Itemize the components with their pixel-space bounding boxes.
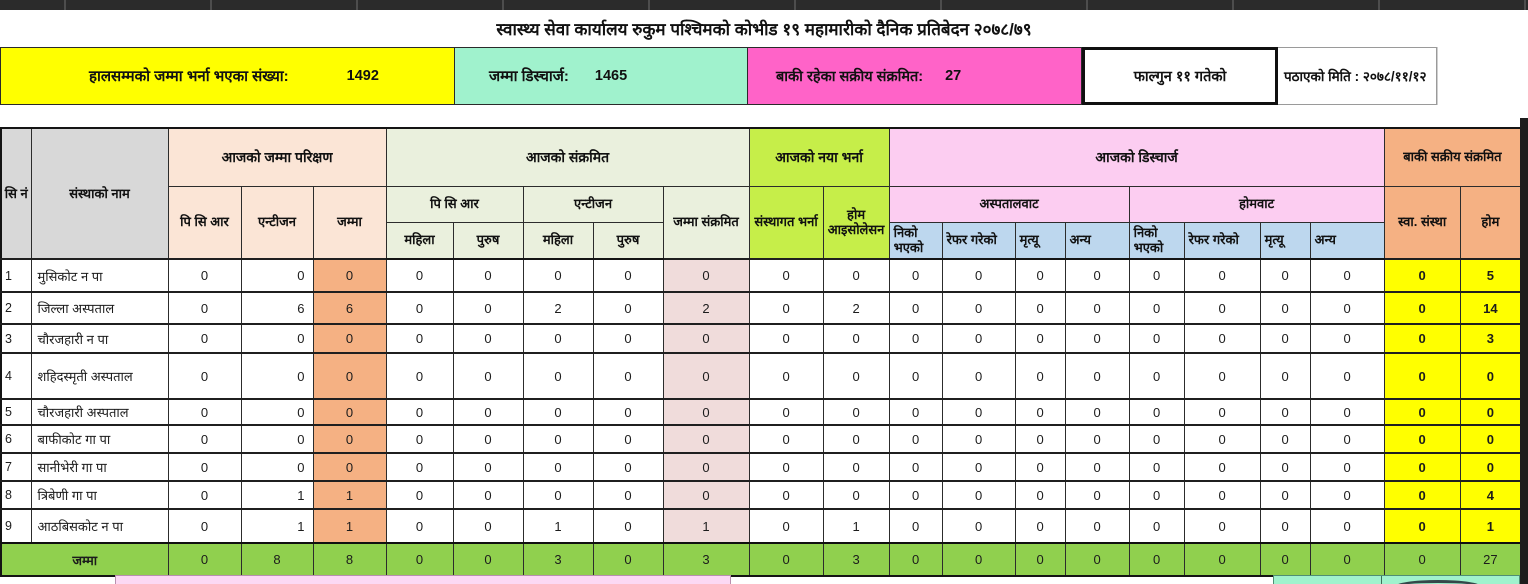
cell-value[interactable]: 0: [241, 259, 313, 292]
cell-value[interactable]: 0: [386, 481, 453, 509]
cell-total-value[interactable]: 0: [749, 543, 823, 576]
cell-value[interactable]: 0: [593, 353, 663, 399]
cell-value[interactable]: 0: [313, 399, 386, 425]
cell-value[interactable]: 0: [523, 353, 593, 399]
cell-total-value[interactable]: 8: [241, 543, 313, 576]
summary-total-admitted-value: 1492: [346, 68, 379, 84]
cell-value[interactable]: 0: [386, 509, 453, 543]
cell-value[interactable]: 1: [523, 509, 593, 543]
cell-value[interactable]: 0: [453, 259, 523, 292]
cell-value[interactable]: 0: [593, 453, 663, 481]
cell-value[interactable]: 0: [1015, 259, 1065, 292]
cell-value[interactable]: 0: [1310, 481, 1384, 509]
summary-report-day-cell[interactable]: [1082, 47, 1278, 105]
col-group-new-admission[interactable]: आजको नया भर्ना: [749, 128, 889, 186]
cell-value[interactable]: 0: [1184, 481, 1260, 509]
cell-value[interactable]: 1: [241, 509, 313, 543]
cell-value[interactable]: 0: [453, 353, 523, 399]
cell-total-value[interactable]: 0: [168, 543, 241, 576]
cell-institution-name[interactable]: चौरजहारी अस्पताल: [31, 399, 168, 425]
next-section-teal-strip: [1273, 575, 1520, 584]
cell-value[interactable]: 0: [1129, 399, 1184, 425]
cell-value[interactable]: 0: [386, 353, 453, 399]
cell-value[interactable]: 14: [1460, 292, 1521, 324]
cell-total-value[interactable]: 0: [1129, 543, 1184, 576]
cell-value[interactable]: 0: [593, 292, 663, 324]
cell-value[interactable]: 0: [593, 324, 663, 353]
table-row: [1, 509, 1521, 543]
cell-value[interactable]: 0: [168, 399, 241, 425]
cell-value[interactable]: 0: [1310, 399, 1384, 425]
cell-value[interactable]: 0: [749, 324, 823, 353]
cell-value[interactable]: 0: [453, 399, 523, 425]
summary-sent-date: पठाएको मिति : २०७८/११/१२: [1284, 69, 1427, 84]
cell-value[interactable]: 0: [593, 481, 663, 509]
col-header-infected-total[interactable]: जम्मा संक्रमित: [663, 186, 749, 259]
cell-value[interactable]: 0: [663, 425, 749, 453]
table-row: [1, 399, 1521, 425]
cell-value[interactable]: 6: [313, 292, 386, 324]
table-row: [1, 481, 1521, 509]
cell-total-value[interactable]: 0: [1184, 543, 1260, 576]
col-header-hosp-death[interactable]: मृत्यू: [1015, 222, 1065, 259]
cell-total-value[interactable]: 0: [453, 543, 523, 576]
cell-value[interactable]: 0: [1015, 509, 1065, 543]
cell-value[interactable]: 0: [942, 453, 1015, 481]
cell-value[interactable]: 0: [889, 399, 942, 425]
cell-value[interactable]: 0: [942, 292, 1015, 324]
cell-value[interactable]: 5: [1460, 259, 1521, 292]
cell-value[interactable]: 0: [313, 353, 386, 399]
report-table: [0, 127, 1522, 577]
cell-value[interactable]: 0: [523, 324, 593, 353]
cell-value[interactable]: 6: [241, 292, 313, 324]
cell-value[interactable]: 2: [663, 292, 749, 324]
cell-value[interactable]: 0: [593, 399, 663, 425]
cell-value[interactable]: 0: [453, 324, 523, 353]
cell-value[interactable]: 0: [386, 425, 453, 453]
cell-value[interactable]: 0: [168, 481, 241, 509]
cell-value[interactable]: 0: [1384, 324, 1460, 353]
cell-total-value[interactable]: 0: [1384, 543, 1460, 576]
cell-value[interactable]: 0: [1184, 425, 1260, 453]
cell-total-value[interactable]: 27: [1460, 543, 1521, 576]
signature-squiggle: [1394, 580, 1482, 584]
cell-value[interactable]: 0: [1260, 259, 1310, 292]
col-subgroup-discharge-hospital[interactable]: अस्पतालवाट: [889, 186, 1129, 222]
cell-value[interactable]: 0: [523, 481, 593, 509]
cell-value[interactable]: 0: [1129, 353, 1184, 399]
cell-total-value[interactable]: 3: [523, 543, 593, 576]
teal-strip-divider: [1381, 576, 1382, 584]
cell-value[interactable]: 0: [749, 453, 823, 481]
cell-value[interactable]: 0: [168, 353, 241, 399]
cell-value[interactable]: 0: [386, 324, 453, 353]
cell-institution-name[interactable]: जिल्ला अस्पताल: [31, 292, 168, 324]
cell-value[interactable]: 0: [1310, 353, 1384, 399]
cell-value[interactable]: 0: [1384, 399, 1460, 425]
cell-value[interactable]: 0: [1310, 324, 1384, 353]
cell-value[interactable]: 0: [1260, 399, 1310, 425]
cell-value[interactable]: 0: [1184, 453, 1260, 481]
cell-value[interactable]: 0: [1260, 425, 1310, 453]
cell-serial[interactable]: 4: [1, 353, 31, 399]
cell-serial[interactable]: 9: [1, 509, 31, 543]
summary-total-admitted-cell[interactable]: [0, 47, 455, 105]
col-header-pcr-female[interactable]: महिला: [386, 222, 453, 259]
cell-value[interactable]: 0: [1310, 453, 1384, 481]
cell-value[interactable]: 0: [1184, 399, 1260, 425]
cell-value[interactable]: 0: [1065, 425, 1129, 453]
table-row: [1, 353, 1521, 399]
cell-value[interactable]: 0: [1310, 292, 1384, 324]
summary-band: [0, 47, 1438, 105]
cell-serial[interactable]: 7: [1, 453, 31, 481]
cell-value[interactable]: 1: [823, 509, 889, 543]
cell-value[interactable]: 1: [1460, 509, 1521, 543]
cell-value[interactable]: 4: [1460, 481, 1521, 509]
cell-value[interactable]: 0: [168, 509, 241, 543]
table-row: [1, 259, 1521, 292]
cell-value[interactable]: 0: [1015, 324, 1065, 353]
col-header-home-death[interactable]: मृत्यू: [1260, 222, 1310, 259]
table-body: [1, 259, 1521, 576]
cell-institution-name[interactable]: मुसिकोट न पा: [31, 259, 168, 292]
cell-value[interactable]: 0: [1260, 324, 1310, 353]
cell-value[interactable]: 1: [241, 481, 313, 509]
cell-value[interactable]: 3: [1460, 324, 1521, 353]
cell-value[interactable]: 0: [241, 399, 313, 425]
cell-value[interactable]: 0: [1065, 353, 1129, 399]
cell-value[interactable]: 0: [823, 353, 889, 399]
cell-value[interactable]: 0: [453, 292, 523, 324]
cell-value[interactable]: 0: [168, 259, 241, 292]
cell-value[interactable]: 0: [1384, 453, 1460, 481]
cell-value[interactable]: 0: [1260, 453, 1310, 481]
cell-value[interactable]: 0: [453, 509, 523, 543]
cell-total-value[interactable]: 0: [1015, 543, 1065, 576]
cell-value[interactable]: 0: [1065, 399, 1129, 425]
col-group-tests[interactable]: आजको जम्मा परिक्षण: [168, 128, 386, 186]
cell-value[interactable]: 0: [663, 259, 749, 292]
cell-value[interactable]: 0: [386, 399, 453, 425]
cell-value[interactable]: 0: [453, 425, 523, 453]
cell-value[interactable]: 0: [241, 453, 313, 481]
cell-serial[interactable]: 6: [1, 425, 31, 453]
cell-value[interactable]: 0: [749, 353, 823, 399]
cell-value[interactable]: 1: [313, 481, 386, 509]
cell-value[interactable]: 0: [1015, 481, 1065, 509]
col-header-hosp-referred[interactable]: रेफर गरेको: [942, 222, 1015, 259]
cell-value[interactable]: 0: [1260, 509, 1310, 543]
cell-serial[interactable]: 1: [1, 259, 31, 292]
cell-value[interactable]: 0: [1460, 425, 1521, 453]
cell-value[interactable]: 0: [1184, 353, 1260, 399]
cell-value[interactable]: 0: [823, 259, 889, 292]
cell-serial[interactable]: 2: [1, 292, 31, 324]
table-row: [1, 425, 1521, 453]
col-header-institution[interactable]: संस्थाको नाम: [31, 128, 168, 259]
cell-value[interactable]: 0: [823, 399, 889, 425]
cell-value[interactable]: 0: [168, 425, 241, 453]
cell-value[interactable]: 0: [1310, 425, 1384, 453]
cell-value[interactable]: 0: [942, 353, 1015, 399]
summary-total-discharged-label: जम्मा डिस्चार्ज:: [489, 68, 569, 85]
cell-value[interactable]: 0: [1460, 353, 1521, 399]
cell-institution-name[interactable]: आठबिसकोट न पा: [31, 509, 168, 543]
col-header-tests-total[interactable]: जम्मा: [313, 186, 386, 259]
cell-value[interactable]: 0: [749, 399, 823, 425]
col-header-hosp-recovered[interactable]: निको भएको: [889, 222, 942, 259]
col-header-tests-antigen[interactable]: एन्टीजन: [241, 186, 313, 259]
col-header-active-home[interactable]: होम: [1460, 186, 1521, 259]
col-header-active-institution[interactable]: स्वा. संस्था: [1384, 186, 1460, 259]
cell-value[interactable]: 0: [889, 425, 942, 453]
next-section-pink-strip: [115, 575, 731, 584]
summary-empty-cell[interactable]: [1437, 47, 1438, 105]
cell-total-label[interactable]: जम्मा: [1, 543, 168, 576]
cell-value[interactable]: 0: [889, 509, 942, 543]
cell-value[interactable]: 0: [749, 481, 823, 509]
cell-value[interactable]: 0: [523, 453, 593, 481]
cell-value[interactable]: 0: [523, 399, 593, 425]
col-header-antigen-male[interactable]: पुरुष: [593, 222, 663, 259]
summary-total-discharged-value: 1465: [594, 68, 628, 84]
cell-value[interactable]: 0: [313, 425, 386, 453]
cell-value[interactable]: 0: [889, 259, 942, 292]
cell-total-value[interactable]: 3: [663, 543, 749, 576]
cell-value[interactable]: 0: [1384, 292, 1460, 324]
window-right-edge: [1520, 118, 1528, 584]
cell-value[interactable]: 0: [1310, 509, 1384, 543]
cell-institution-name[interactable]: बाफीकोट गा पा: [31, 425, 168, 453]
col-subgroup-discharge-home[interactable]: होमवाट: [1129, 186, 1384, 222]
cell-value[interactable]: 0: [889, 453, 942, 481]
cell-total-value[interactable]: 0: [386, 543, 453, 576]
summary-total-admitted-label: हालसम्मको जम्मा भर्ना भएका संख्या:: [89, 68, 289, 85]
col-header-home-other[interactable]: अन्य: [1310, 222, 1384, 259]
cell-value[interactable]: 0: [1384, 509, 1460, 543]
summary-active-cases-value: 27: [945, 68, 962, 84]
cell-value[interactable]: 0: [1384, 259, 1460, 292]
cell-value[interactable]: 0: [1460, 453, 1521, 481]
table-row: [1, 324, 1521, 353]
cell-value[interactable]: 0: [313, 453, 386, 481]
cell-total-value[interactable]: 3: [823, 543, 889, 576]
cell-value[interactable]: 0: [386, 292, 453, 324]
cell-value[interactable]: 0: [168, 324, 241, 353]
cell-value[interactable]: 0: [523, 425, 593, 453]
table-total-row: [1, 543, 1521, 576]
cell-value[interactable]: 0: [523, 259, 593, 292]
cell-value[interactable]: 0: [241, 353, 313, 399]
cell-value[interactable]: 0: [1260, 481, 1310, 509]
cell-value[interactable]: 0: [1129, 292, 1184, 324]
summary-report-day: फाल्गुन ११ गतेको: [1133, 69, 1227, 85]
cell-value[interactable]: 0: [942, 399, 1015, 425]
cell-value[interactable]: 0: [313, 324, 386, 353]
table-row: [1, 292, 1521, 324]
cell-value[interactable]: 0: [663, 399, 749, 425]
window-top-edge: [0, 0, 1528, 10]
cell-institution-name[interactable]: त्रिबेणी गा पा: [31, 481, 168, 509]
cell-value[interactable]: 0: [889, 324, 942, 353]
cell-value[interactable]: 0: [1184, 259, 1260, 292]
cell-value[interactable]: 0: [1065, 292, 1129, 324]
cell-serial[interactable]: 3: [1, 324, 31, 353]
cell-total-value[interactable]: 0: [593, 543, 663, 576]
cell-value[interactable]: 0: [168, 292, 241, 324]
cell-value[interactable]: 0: [1065, 259, 1129, 292]
col-subgroup-infected-pcr[interactable]: पि सि आर: [386, 186, 523, 222]
cell-value[interactable]: 0: [1460, 399, 1521, 425]
cell-institution-name[interactable]: सानीभेरी गा पा: [31, 453, 168, 481]
cell-total-value[interactable]: 0: [889, 543, 942, 576]
cell-value[interactable]: 0: [663, 324, 749, 353]
cell-value[interactable]: 0: [1015, 292, 1065, 324]
cell-value[interactable]: 0: [942, 259, 1015, 292]
cell-value[interactable]: 0: [1065, 453, 1129, 481]
col-header-sn[interactable]: सि नं: [1, 128, 31, 259]
cell-value[interactable]: 0: [823, 425, 889, 453]
col-header-antigen-female[interactable]: महिला: [523, 222, 593, 259]
cell-value[interactable]: 0: [1129, 453, 1184, 481]
cell-institution-name[interactable]: शहिदस्मृती अस्पताल: [31, 353, 168, 399]
cell-value[interactable]: 0: [386, 259, 453, 292]
cell-value[interactable]: 1: [313, 509, 386, 543]
cell-value[interactable]: 0: [1184, 509, 1260, 543]
cell-total-value[interactable]: 8: [313, 543, 386, 576]
col-header-home-isolation[interactable]: होम आइसोलेसन: [823, 186, 889, 259]
col-header-institutional-admission[interactable]: संस्थागत भर्ना: [749, 186, 823, 259]
cell-value[interactable]: 0: [1015, 353, 1065, 399]
cell-institution-name[interactable]: चौरजहारी न पा: [31, 324, 168, 353]
cell-value[interactable]: 2: [523, 292, 593, 324]
table-row: [1, 453, 1521, 481]
cell-value[interactable]: 0: [1015, 399, 1065, 425]
cell-value[interactable]: 0: [823, 324, 889, 353]
cell-value[interactable]: 0: [749, 259, 823, 292]
cell-value[interactable]: 0: [1015, 453, 1065, 481]
table-header: [1, 128, 1521, 259]
cell-value[interactable]: 0: [1384, 481, 1460, 509]
col-header-pcr-male[interactable]: पुरुष: [453, 222, 523, 259]
cell-total-value[interactable]: 0: [1065, 543, 1129, 576]
col-group-discharge[interactable]: आजको डिस्चार्ज: [889, 128, 1384, 186]
cell-value[interactable]: 0: [1129, 425, 1184, 453]
cell-value[interactable]: 0: [889, 481, 942, 509]
cell-value[interactable]: 0: [1184, 292, 1260, 324]
cell-value[interactable]: 0: [593, 509, 663, 543]
cell-value[interactable]: 0: [942, 509, 1015, 543]
summary-active-cases-label: बाकी रहेका सक्रीय संक्रमित:: [776, 69, 924, 85]
col-header-tests-pcr[interactable]: पि सि आर: [168, 186, 241, 259]
cell-value[interactable]: 0: [823, 481, 889, 509]
cell-value[interactable]: 0: [889, 353, 942, 399]
cell-serial[interactable]: 8: [1, 481, 31, 509]
cell-value[interactable]: 0: [1065, 509, 1129, 543]
col-header-home-recovered[interactable]: निको भएको: [1129, 222, 1184, 259]
cell-value[interactable]: 0: [1310, 259, 1384, 292]
cell-value[interactable]: 0: [593, 425, 663, 453]
cell-value[interactable]: 0: [1129, 509, 1184, 543]
cell-value[interactable]: 0: [313, 259, 386, 292]
cell-value[interactable]: 0: [453, 453, 523, 481]
cell-value[interactable]: 0: [1015, 425, 1065, 453]
cell-value[interactable]: 0: [823, 453, 889, 481]
cell-value[interactable]: 0: [453, 481, 523, 509]
cell-value[interactable]: 0: [663, 353, 749, 399]
col-header-hosp-other[interactable]: अन्य: [1065, 222, 1129, 259]
col-group-infected[interactable]: आजको संक्रमित: [386, 128, 749, 186]
summary-sent-date-cell[interactable]: [1278, 47, 1437, 105]
cell-total-value[interactable]: 0: [1260, 543, 1310, 576]
cell-value[interactable]: 0: [663, 481, 749, 509]
cell-value[interactable]: 0: [593, 259, 663, 292]
summary-active-cases-cell[interactable]: [748, 47, 1082, 105]
cell-value[interactable]: 0: [1260, 292, 1310, 324]
cell-total-value[interactable]: 0: [1310, 543, 1384, 576]
cell-value[interactable]: 0: [1129, 259, 1184, 292]
cell-value[interactable]: 0: [889, 292, 942, 324]
cell-value[interactable]: 0: [1384, 425, 1460, 453]
col-subgroup-infected-antigen[interactable]: एन्टीजन: [523, 186, 663, 222]
cell-value[interactable]: 0: [749, 509, 823, 543]
col-header-home-referred[interactable]: रेफर गरेको: [1184, 222, 1260, 259]
cell-value[interactable]: 0: [663, 453, 749, 481]
cell-value[interactable]: 0: [241, 324, 313, 353]
cell-value[interactable]: 0: [749, 425, 823, 453]
cell-value[interactable]: 0: [1065, 481, 1129, 509]
cell-value[interactable]: 0: [1384, 353, 1460, 399]
report-title: स्वास्थ्य सेवा कार्यालय रुकुम पश्चिमको कोभीड १९ महामारीको दैनिक प्रतिबेदन २०७८/७९: [496, 20, 1032, 39]
cell-value[interactable]: 0: [942, 425, 1015, 453]
cell-value[interactable]: 0: [241, 425, 313, 453]
col-group-active-remaining[interactable]: बाकी सक्रीय संक्रमित: [1384, 128, 1521, 186]
cell-total-value[interactable]: 0: [942, 543, 1015, 576]
cell-value[interactable]: 1: [663, 509, 749, 543]
cell-value[interactable]: 2: [823, 292, 889, 324]
cell-value[interactable]: 0: [168, 453, 241, 481]
cell-value[interactable]: 0: [386, 453, 453, 481]
cell-value[interactable]: 0: [1065, 324, 1129, 353]
cell-value[interactable]: 0: [1129, 481, 1184, 509]
cell-value[interactable]: 0: [942, 324, 1015, 353]
cell-value[interactable]: 0: [1260, 353, 1310, 399]
summary-total-discharged-cell[interactable]: [455, 47, 748, 105]
cell-value[interactable]: 0: [749, 292, 823, 324]
cell-value[interactable]: 0: [1184, 324, 1260, 353]
cell-value[interactable]: 0: [1129, 324, 1184, 353]
cell-serial[interactable]: 5: [1, 399, 31, 425]
cell-value[interactable]: 0: [942, 481, 1015, 509]
